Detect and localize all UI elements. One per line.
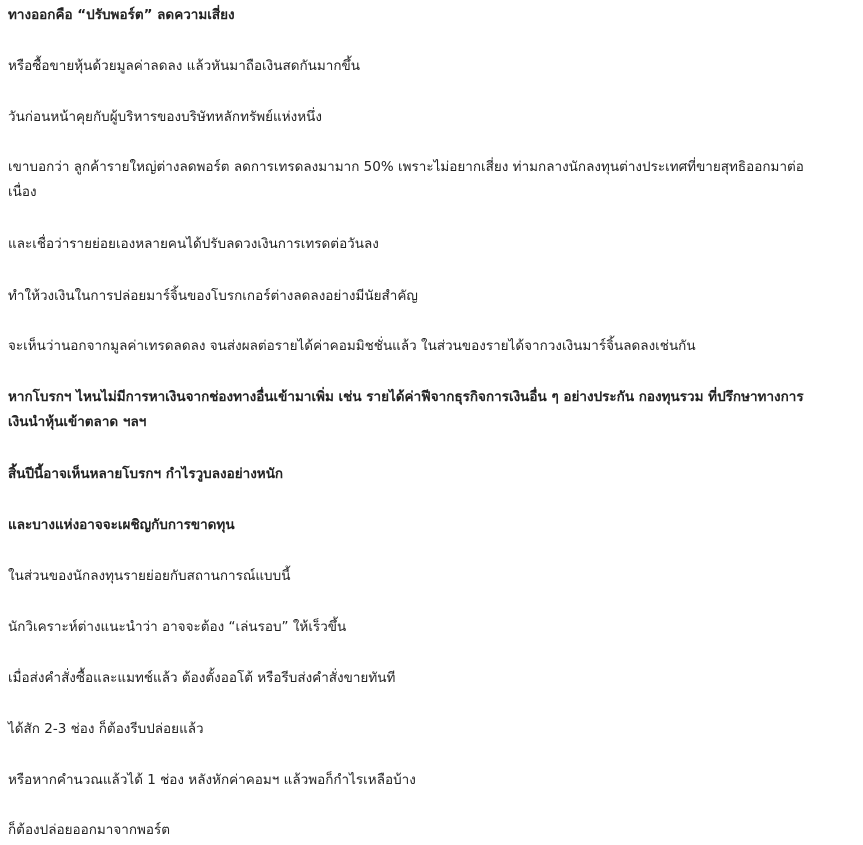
paragraph: จะเห็นว่านอกจากมูลค่าเทรดลดลง จนส่งผลต่อรายได้ค่าคอมมิชชั่นแล้ว ในส่วนของรายได้จากวงเงินมาร์จิ้นลดลงเช่นกัน [8,338,696,354]
paragraph-emphasis: สิ้นปีนี้อาจเห็นหลายโบรกฯ กำไรวูบลงอย่างหนัก [8,466,284,482]
paragraph: หรือซื้อขายหุ้นด้วยมูลค่าลดลง แล้วหันมาถือเงินสดกันมากขึ้น [8,58,361,74]
paragraph: เมื่อส่งคำสั่งซื้อและแมทช์แล้ว ต้องตั้งออโต้ หรือรีบส่งคำสั่งขายทันที [8,670,396,686]
paragraph: นักวิเคราะห์ต่างแนะนำว่า อาจจะต้อง “เล่นรอบ” ให้เร็วขึ้น [8,619,347,635]
paragraph: ทำให้วงเงินในการปล่อยมาร์จิ้นของโบรกเกอร์ต่างลดลงอย่างมีนัยสำคัญ [8,288,418,304]
paragraph-emphasis: และบางแห่งอาจจะเผชิญกับการขาดทุน [8,517,235,533]
paragraph: ก็ต้องปล่อยออกมาจากพอร์ต [8,822,171,838]
paragraph: ได้สัก 2-3 ช่อง ก็ต้องรีบปล่อยแล้ว [8,721,204,737]
paragraph: เขาบอกว่า ลูกค้ารายใหญ่ต่างลดพอร์ต ลดการเทรดลงมามาก 50% เพราะไม่อยากเสี่ยง ท่ามกลางนักลงทุนต่างประเทศที่ขายสุทธิออกมาต่อเนื่อง [8,159,804,200]
paragraph: วันก่อนหน้าคุยกับผู้บริหารของบริษัทหลักทรัพย์แห่งหนึ่ง [8,109,322,125]
paragraph: และเชื่อว่ารายย่อยเองหลายคนได้ปรับลดวงเงินการเทรดต่อวันลง [8,236,379,252]
paragraph-heading: ทางออกคือ “ปรับพอร์ต” ลดความเสี่ยง [8,7,235,23]
paragraph: หรือหากคำนวณแล้วได้ 1 ช่อง หลังหักค่าคอมฯ แล้วพอก็กำไรเหลือบ้าง [8,772,416,788]
paragraph: ในส่วนของนักลงทุนรายย่อยกับสถานการณ์แบบนี้ [8,568,291,584]
paragraph-emphasis: หากโบรกฯ ไหนไม่มีการหาเงินจากช่องทางอื่นเข้ามาเพิ่ม เช่น รายได้ค่าฟีจากธุรกิจการเงินอื่น ๆ อย่างประกัน กองทุนรวม ที่ปรึกษาทางการเงินนำหุ้นเข้าตลาด ฯลฯ [8,389,804,430]
